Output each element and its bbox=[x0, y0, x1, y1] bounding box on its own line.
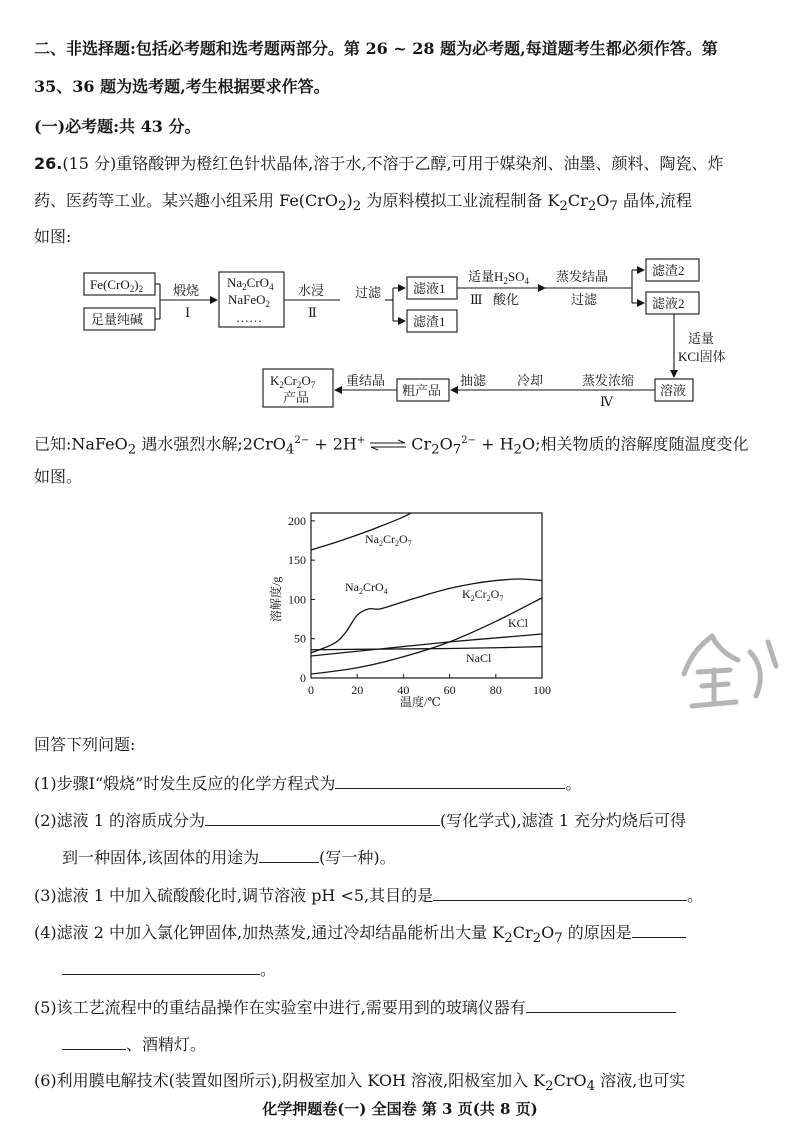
superscript: + bbox=[356, 435, 366, 446]
label-filter-2: 过滤 bbox=[571, 292, 598, 307]
known-line-2: 如图。 bbox=[34, 467, 83, 486]
part-1 bbox=[34, 772, 581, 795]
q26-intro-text-2e: O bbox=[596, 191, 610, 210]
x-tick-label: 40 bbox=[397, 683, 410, 697]
subscript: 2 bbox=[338, 199, 347, 215]
section-header-line-1: 二、非选择题:包括必考题和选考题两部分。第 26 ~ 28 题为必考题,每道题考生都必须作答。第 bbox=[34, 39, 718, 58]
subscript: 2 bbox=[352, 199, 362, 215]
label-evaporate-crystallize: 蒸发结晶 bbox=[556, 269, 609, 284]
y-tick-label: 150 bbox=[288, 553, 306, 568]
label-kcl-curve: KCl bbox=[508, 616, 529, 630]
part-2-line-2 bbox=[62, 846, 396, 869]
part-2-text-c: 到一种固体,该固体的用途为 bbox=[62, 848, 260, 867]
label-recrystallize: 重结晶 bbox=[346, 373, 386, 388]
label-roast: 煅烧 bbox=[173, 283, 200, 298]
label-nacl-curve: NaCl bbox=[466, 651, 492, 665]
label-residue-1: 滤渣1 bbox=[413, 314, 446, 329]
x-tick-label: 20 bbox=[351, 683, 364, 697]
question-number: 26. bbox=[34, 154, 63, 173]
label-filter: 过滤 bbox=[355, 285, 382, 300]
label-na2cro4: $Na_2CrO_4$ bbox=[227, 275, 274, 292]
subsection-header: (一)必考题:共 43 分。 bbox=[34, 117, 201, 136]
part-6-text-c: 溶液,也可实 bbox=[595, 1071, 686, 1090]
watermark-stamp bbox=[676, 622, 786, 712]
label-step-4: Ⅳ bbox=[600, 394, 613, 409]
subscript: 2 bbox=[127, 442, 137, 458]
answer-blank-2b[interactable] bbox=[259, 846, 319, 863]
part-1-text: (1)步骤Ⅰ“煅烧”时发生反应的化学方程式为 bbox=[34, 774, 336, 793]
x-tick-label: 80 bbox=[489, 683, 502, 697]
label-product: 产品 bbox=[283, 390, 310, 405]
answer-blank-1[interactable] bbox=[335, 772, 565, 789]
q26-intro-text-2f: 晶体,流程 bbox=[617, 191, 693, 210]
known-text-b: 遇水强烈水解;2CrO bbox=[136, 434, 286, 454]
label-step-1: Ⅰ bbox=[185, 305, 191, 320]
label-filtrate-2: 滤液2 bbox=[652, 296, 685, 311]
part-4-end: 。 bbox=[260, 960, 277, 979]
subscript: 7 bbox=[554, 931, 563, 947]
answer-blank-4b[interactable] bbox=[62, 958, 260, 975]
superscript: 2− bbox=[294, 435, 310, 446]
label-kcl-solid: KCl固体 bbox=[678, 349, 726, 364]
label-crude: 粗产品 bbox=[402, 383, 442, 398]
chart-frame bbox=[311, 513, 542, 678]
page-footer: 化学押题卷(一) 全国卷 第 3 页(共 8 页) bbox=[262, 1100, 538, 1118]
x-axis-label: 温度/℃ bbox=[400, 695, 441, 709]
process-flow-diagram bbox=[0, 255, 800, 420]
known-text-g: O;相关物质的溶解度随温度变化 bbox=[522, 434, 749, 454]
answer-blank-4a[interactable] bbox=[632, 921, 686, 938]
subscript: 2 bbox=[431, 442, 440, 458]
known-text-c: + 2H bbox=[309, 434, 357, 454]
curve-k2cr2o7 bbox=[311, 598, 542, 674]
curve-kcl bbox=[311, 634, 542, 656]
q26-intro-text-2d: Cr bbox=[567, 191, 588, 210]
label-leach: 水浸 bbox=[298, 283, 325, 298]
subscript: 2 bbox=[587, 199, 597, 215]
superscript: 2− bbox=[461, 435, 476, 446]
x-tick-label: 60 bbox=[443, 683, 456, 697]
part-4-line-2 bbox=[62, 958, 276, 981]
label-step-2: Ⅱ bbox=[308, 305, 317, 320]
y-axis-label: 溶解度/g bbox=[269, 576, 283, 622]
part-3-text: (3)滤液 1 中加入硫酸酸化时,调节溶液 pH <5,其目的是 bbox=[34, 886, 434, 905]
known-text-f: + H bbox=[475, 434, 514, 454]
label-suction-filter: 抽滤 bbox=[460, 373, 487, 388]
part-4-text-c: O bbox=[541, 923, 555, 942]
subscript: 4 bbox=[285, 442, 295, 458]
q26-intro-text-2c: 为原料模拟工业流程制备 K bbox=[361, 191, 560, 210]
label-solution: 溶液 bbox=[660, 383, 687, 398]
subscript: 7 bbox=[609, 199, 618, 215]
label-ellipsis: …… bbox=[236, 310, 262, 325]
y-tick-label: 0 bbox=[300, 671, 306, 685]
answer-blank-2a[interactable] bbox=[205, 809, 440, 826]
label-filtrate-1: 滤液1 bbox=[413, 281, 446, 296]
x-tick-label: 0 bbox=[308, 683, 314, 697]
part-2-line-1 bbox=[34, 809, 686, 832]
subscript: 2 bbox=[559, 199, 568, 215]
label-evaporate-concentrate: 蒸发浓缩 bbox=[582, 373, 635, 388]
part-6-line-1 bbox=[34, 1070, 685, 1098]
known-text-d: Cr bbox=[411, 434, 432, 454]
y-tick-label: 100 bbox=[288, 592, 306, 607]
subscript: 2 bbox=[545, 1079, 554, 1095]
answer-blank-3[interactable] bbox=[433, 884, 687, 901]
label-cool: 冷却 bbox=[517, 373, 544, 388]
part-4-line-1 bbox=[34, 921, 686, 950]
label-acid: 适量$H_2SO_4$ bbox=[468, 269, 530, 286]
part-6-text-a: (6)利用膜电解技术(装置如图所示),阴极室加入 KOH 溶液,阳极室加入 K bbox=[34, 1071, 546, 1090]
label-soda: 足量纯碱 bbox=[91, 312, 144, 327]
part-2-text-b: (写化学式),滤渣 1 充分灼烧后可得 bbox=[440, 811, 686, 830]
part-2-text-d: (写一种)。 bbox=[319, 848, 396, 867]
part-5-text-a: (5)该工艺流程中的重结晶操作在实验室中进行,需要用到的玻璃仪器有 bbox=[34, 998, 526, 1017]
known-text-a: 已知:NaFeO bbox=[34, 434, 128, 454]
answer-prompt: 回答下列问题: bbox=[34, 735, 136, 754]
label-na2cro4: $Na_2CrO_4$ bbox=[345, 580, 388, 596]
x-tick-label: 100 bbox=[533, 683, 551, 697]
q26-intro-text-2b: ) bbox=[346, 191, 353, 210]
part-5-line-1 bbox=[34, 996, 676, 1019]
label-fe-cro2: $Fe(CrO_2)_2$ bbox=[90, 277, 144, 294]
subscript: 2 bbox=[513, 442, 522, 458]
label-acidify: 酸化 bbox=[493, 292, 520, 307]
known-line-1 bbox=[34, 430, 749, 462]
part-5-line-2 bbox=[62, 1033, 206, 1056]
label-nafeo2: NaFeO$_2$ bbox=[228, 292, 271, 309]
subscript: 2 bbox=[504, 931, 513, 947]
label-kcl-amount: 适量 bbox=[688, 331, 715, 346]
label-k2cr2o7-curve: $K_2Cr_2O_7$ bbox=[462, 587, 504, 603]
part-2-text-a: (2)滤液 1 的溶质成分为 bbox=[34, 811, 206, 830]
known-text-e: O bbox=[439, 434, 453, 454]
q26-intro-text-1: (15 分)重铬酸钾为橙红色针状晶体,溶于水,不溶于乙醇,可用于媒染剂、油墨、颜料、陶瓷、炸 bbox=[62, 154, 724, 173]
label-step-3: Ⅲ bbox=[470, 292, 483, 307]
q26-intro-line-1 bbox=[34, 153, 724, 175]
equilibrium-arrow-icon bbox=[368, 439, 408, 451]
part-5-text-b: 、酒精灯。 bbox=[126, 1035, 207, 1054]
part-4-text-d: 的原因是 bbox=[562, 923, 632, 942]
q26-intro-line-2 bbox=[34, 190, 692, 218]
part-6-text-b: CrO bbox=[553, 1071, 587, 1090]
part-4-text-b: Cr bbox=[512, 923, 533, 942]
label-k2cr2o7: $K_2Cr_2O_7$ bbox=[270, 373, 316, 390]
y-tick-label: 200 bbox=[288, 513, 306, 528]
part-3-end: 。 bbox=[687, 886, 704, 905]
y-tick-label: 50 bbox=[294, 631, 306, 646]
q26-intro-text-2a: 药、医药等工业。某兴趣小组采用 Fe(CrO bbox=[34, 191, 339, 210]
label-na2cr2o7: $Na_2Cr_2O_7$ bbox=[365, 532, 412, 548]
section-header-line-2: 35、36 题为选考题,考生根据要求作答。 bbox=[34, 77, 330, 96]
curve-nacl bbox=[311, 647, 542, 650]
subscript: 7 bbox=[452, 442, 462, 458]
part-3 bbox=[34, 884, 703, 907]
answer-blank-5a[interactable] bbox=[526, 996, 676, 1013]
subscript: 4 bbox=[586, 1079, 596, 1095]
subscript: 2 bbox=[532, 931, 542, 947]
answer-blank-5b[interactable] bbox=[62, 1033, 126, 1050]
part-1-end: 。 bbox=[565, 774, 582, 793]
part-4-text-a: (4)滤液 2 中加入氯化钾固体,加热蒸发,通过冷却结晶能析出大量 K bbox=[34, 923, 505, 942]
q26-intro-line-3: 如图: bbox=[34, 227, 72, 246]
label-residue-2: 滤渣2 bbox=[652, 263, 685, 278]
